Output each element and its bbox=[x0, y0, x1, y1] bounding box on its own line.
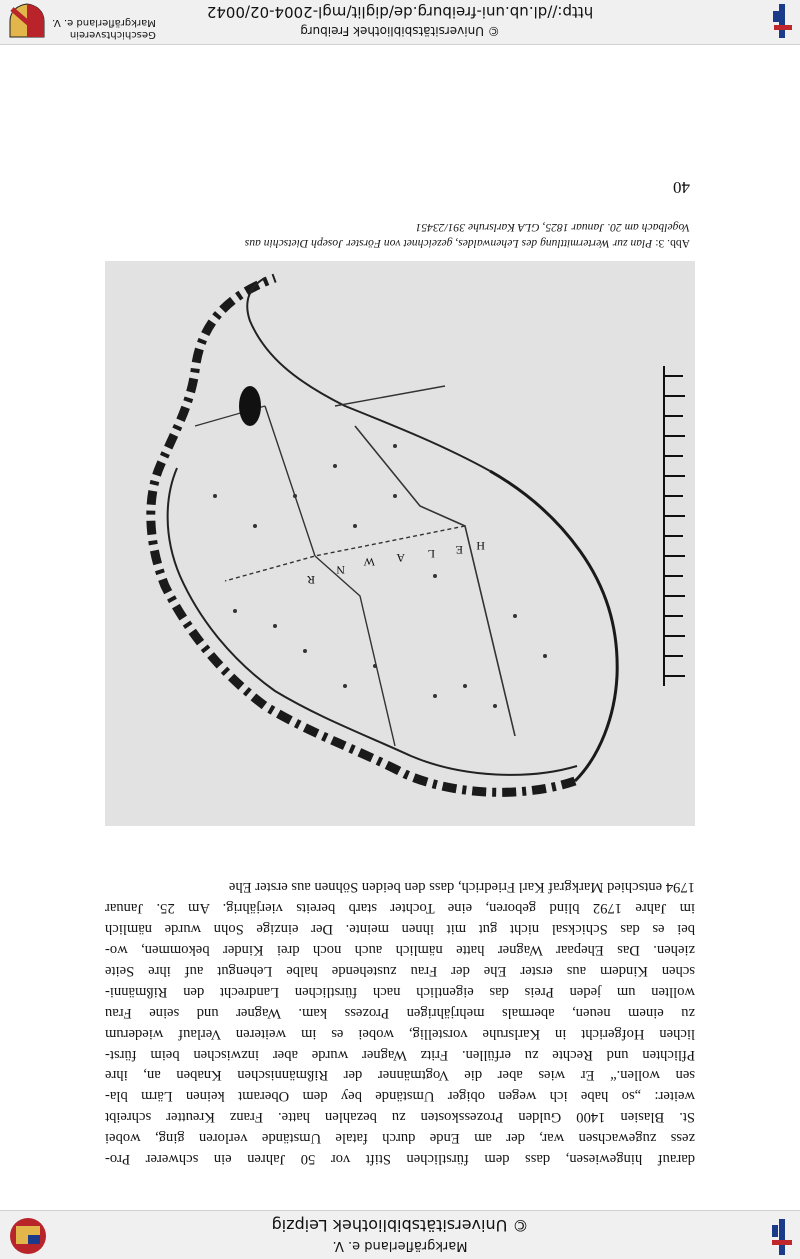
historic-forest-map-figure bbox=[105, 261, 695, 826]
header-society-line: Markgräflerland e. V. bbox=[332, 1238, 468, 1253]
body-text bbox=[105, 877, 695, 1169]
library-footer-banner bbox=[0, 0, 800, 45]
header-copyright: © Universitätsbibliothek Leipzig bbox=[271, 1216, 529, 1235]
coat-of-arms-icon bbox=[8, 1216, 48, 1256]
body-text-line: Pflichten und Rechte zu erfüllen. Fritz Wagner wurde aber inzwischen beim fürst- bbox=[105, 1046, 695, 1063]
body-text-line: wollten um jeden Preis das eigentlich nach fürstlichen Landrecht den Rißmänni- bbox=[105, 983, 695, 1000]
body-text-line: bei es das Schicksal nicht gut mit ihnen meinte. Der einzige Sohn wurde nämlich bbox=[105, 921, 695, 938]
caption-line-2: Vogelbach am 20. Januar 1825, GLA Karlsruhe 391/23451 bbox=[415, 221, 690, 234]
map-label-l: L bbox=[427, 547, 435, 561]
society-name bbox=[52, 16, 156, 40]
coat-of-arms-icon bbox=[8, 3, 46, 39]
body-text-line: lichen Hofgericht in Karlsruhe vorstellig, wobei es im weiteren Verlauf wiederum bbox=[105, 1025, 695, 1042]
caption-line-1: Plan zur Wertermittlung des Lehenwaldes, gezeichnet von Förster Joseph Dietschin aus bbox=[244, 237, 653, 250]
body-text-line: im Jahre 1792 blind geboren, eine Tochter starb bereits vierjährig. Am 25. Januar bbox=[105, 900, 695, 917]
caption-number: Abb. 3: bbox=[655, 237, 690, 250]
footer-permalink[interactable]: http://dl.ub.uni-freiburg.de/diglit/mgl-2004-02/0042 bbox=[206, 3, 594, 21]
body-text-line: St. Blasien 1400 Gulden Prozesskosten zu bezahlen hatte. Franz Kreutter schreibt bbox=[105, 1109, 695, 1126]
society-line-2: Markgräflerland e. V. bbox=[52, 17, 156, 28]
figure-caption bbox=[110, 219, 690, 251]
page-number: 40 bbox=[673, 178, 690, 197]
body-text-line: zu einem neuen, abermals mehrjährigen Prozess kam. Wagner und seine Frau bbox=[105, 1004, 695, 1021]
body-text-line: sen wollen.“ Er wies aber die Vogtmänner der Rißmännischen Knaben an, ihre bbox=[105, 1067, 695, 1084]
body-text-line: schen Kindern aus erster Ehe der Frau zustehende halbe Lehengut auf ihre Seite bbox=[105, 962, 695, 979]
map-label-w: W bbox=[363, 555, 375, 569]
body-text-line: ziehen. Das Ehepaar Wagner hatte nämlich auch noch drei Kinder bekommen, wo- bbox=[105, 942, 695, 959]
society-line-1: Geschichtsverein bbox=[69, 29, 156, 40]
map-label-n: N bbox=[336, 563, 345, 577]
body-text-line: zess zugewachsen war, der am Ende durch fatale Umstände verloren ging, wobei bbox=[105, 1130, 695, 1147]
body-text-line: weiter: „so habe ich wegen obiger Umstände bey dem Oberamt keinen Lärm bla- bbox=[105, 1088, 695, 1105]
map-label-r: R bbox=[306, 573, 315, 587]
body-text-line: darauf hingewiesen, dass dem fürstlichen Stift vor 50 Jahren ein schwerer Pro- bbox=[105, 1151, 695, 1167]
map-label-a: A bbox=[396, 551, 405, 565]
footer-copyright: © Universitätsbibliothek Freiburg bbox=[300, 24, 500, 38]
body-text-line: 1794 entschied Markgraf Karl Friedrich, dass den beiden Söhnen aus erster Ehe bbox=[228, 879, 695, 896]
map-label-h: H bbox=[476, 539, 485, 553]
forest-map-drawing bbox=[105, 261, 695, 826]
library-header-banner bbox=[0, 1210, 800, 1259]
map-label-e: E bbox=[455, 543, 463, 557]
